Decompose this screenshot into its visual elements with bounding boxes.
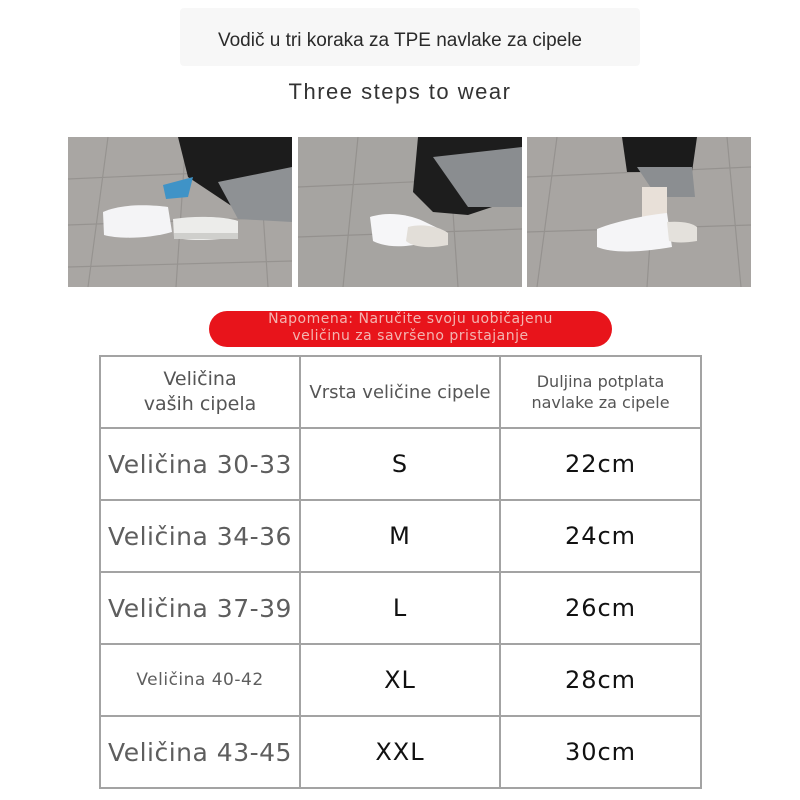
cell-shoe-size: Veličina 34-36	[100, 500, 300, 572]
step-1-photo	[68, 137, 292, 287]
steps-photo-strip	[68, 137, 751, 287]
table-row	[100, 716, 701, 788]
cell-size-type: M	[300, 500, 500, 572]
cell-sole-length: 26cm	[500, 572, 701, 644]
table-header-row	[100, 356, 701, 428]
page-subtitle: Three steps to wear	[288, 79, 512, 104]
cell-size-type: XL	[300, 644, 500, 716]
size-table	[99, 355, 702, 789]
header-size-type: Vrsta veličine cipele	[300, 356, 500, 428]
cell-shoe-size: Veličina 30-33	[100, 428, 300, 500]
header-shoe-size-line-2: vaših cipela	[143, 393, 257, 415]
header-sole-length-line-1: Duljina potplata	[536, 372, 665, 391]
header-shoe-size-line-1: Veličina	[163, 368, 237, 390]
cell-sole-length: 30cm	[500, 716, 701, 788]
cell-size-type: S	[300, 428, 500, 500]
size-note-banner	[209, 311, 612, 347]
cell-sole-length: 28cm	[500, 644, 701, 716]
note-line-2: veličinu za savršeno pristajanje	[292, 328, 529, 344]
cell-size-type: L	[300, 572, 500, 644]
header-sole-length-line-2: navlake za cipele	[531, 393, 670, 412]
step-3-photo	[527, 137, 751, 287]
cell-size-type: XXL	[300, 716, 500, 788]
cell-shoe-size: Veličina 43-45	[100, 716, 300, 788]
table-row	[100, 428, 701, 500]
table-row	[100, 572, 701, 644]
cell-shoe-size: Veličina 37-39	[100, 572, 300, 644]
page-title: Vodič u tri koraka za TPE navlake za cipele	[217, 30, 582, 51]
note-line-1: Napomena: Naručite svoju uobičajenu	[268, 311, 553, 327]
cell-sole-length: 24cm	[500, 500, 701, 572]
cell-shoe-size: Veličina 40-42	[100, 644, 300, 716]
table-row	[100, 500, 701, 572]
header-shoe-size	[100, 356, 300, 428]
header-sole-length	[500, 356, 701, 428]
step-2-photo	[298, 137, 522, 287]
table-row	[100, 644, 701, 716]
cell-sole-length: 22cm	[500, 428, 701, 500]
